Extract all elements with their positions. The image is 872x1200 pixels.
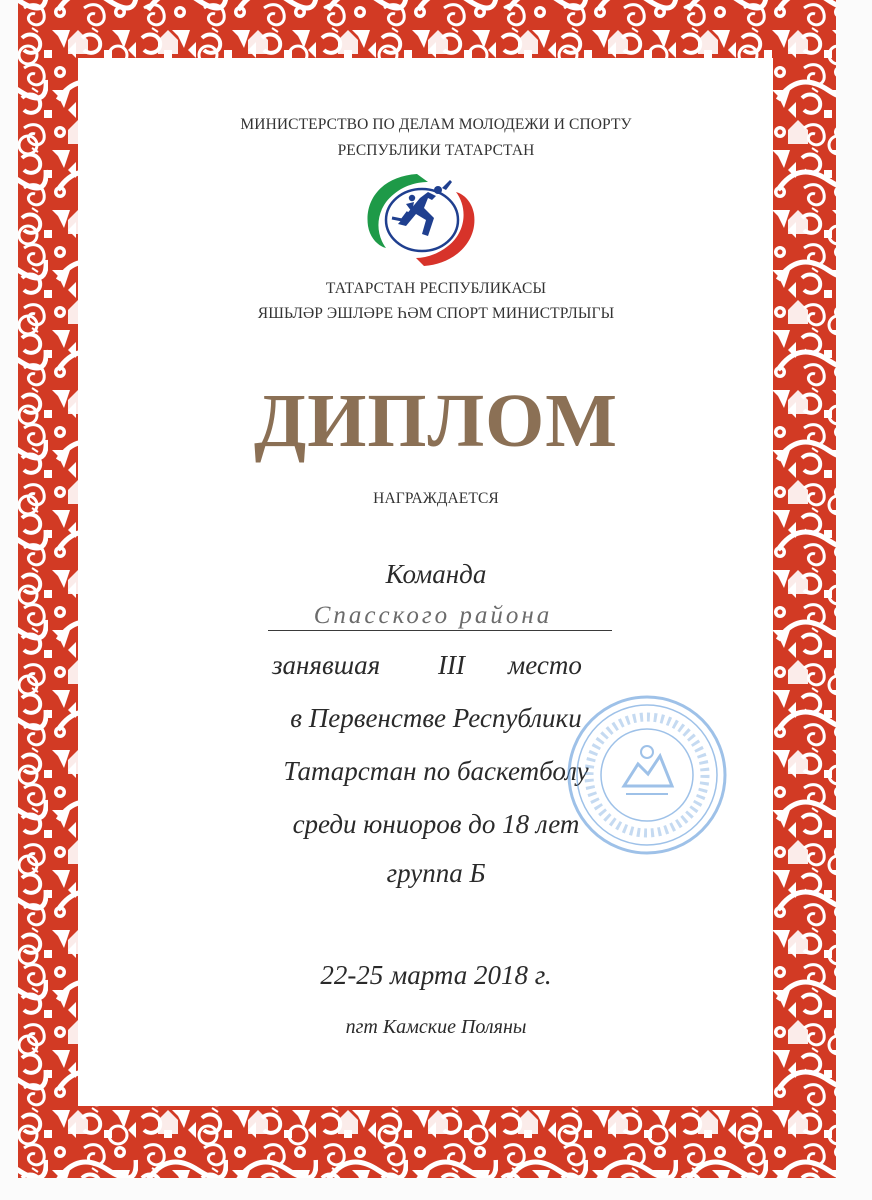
place-row [0,650,872,684]
diploma-title: ДИПЛОМ [254,379,618,463]
awarded-label: НАГРАЖДАЕТСЯ [373,490,499,507]
ministry-tt-line1: ТАТАРСТАН РЕСПУБЛИКАСЫ [325,280,547,297]
competition-line-2: Татарстан по баскетболу [283,756,589,786]
competition-line-3: среди юниоров до 18 лет [292,809,580,839]
team-name-handwritten: Спасского района [313,602,553,629]
place-number: III [438,650,465,680]
runner-logo-icon [362,168,482,272]
team-name-underline [268,630,612,631]
ministry-ru-line1: МИНИСТЕРСТВО ПО ДЕЛАМ МОЛОДЕЖИ И СПОРТУ [240,116,632,133]
place-word-2: место [508,650,582,680]
event-date: 22-25 марта 2018 г. [320,960,552,990]
event-location: пгт Камские Поляны [345,1016,527,1038]
ministry-ru-line2: РЕСПУБЛИКИ ТАТАРСТАН [337,142,535,159]
team-label: Команда [385,559,487,589]
competition-line-4: группа Б [386,858,486,888]
competition-line-1: в Первенстве Республики [290,703,582,733]
ministry-tt-line2: ЯШЬЛӘР ЭШЛӘРЕ ҺӘМ СПОРТ МИНИСТРЛЫГЫ [257,305,615,322]
official-seal-icon [566,694,728,856]
place-word-1: занявшая [272,650,381,680]
